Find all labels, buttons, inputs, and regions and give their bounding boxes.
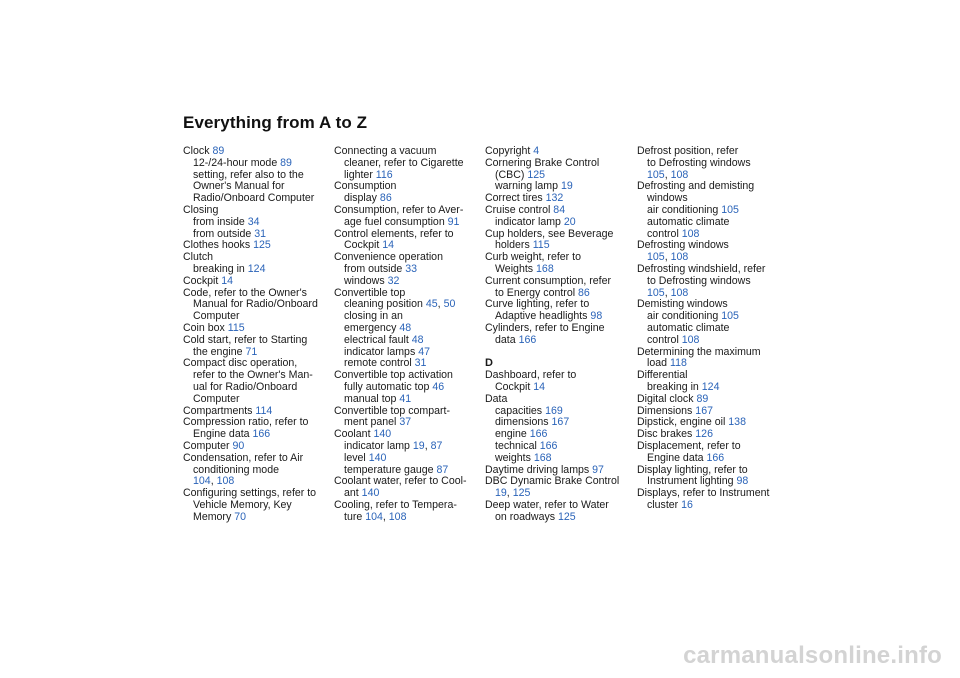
entry-text: automatic climate: [647, 215, 730, 228]
page-reference-link[interactable]: 140: [361, 487, 380, 500]
entry-text: from outside: [344, 262, 406, 275]
page-reference-link[interactable]: 41: [399, 392, 412, 405]
page-reference-link[interactable]: 114: [255, 404, 273, 417]
page-reference-link[interactable]: 105: [647, 286, 665, 299]
entry-text: control: [647, 333, 682, 346]
entry-text: Coolant: [334, 428, 374, 441]
page-reference-link[interactable]: 125: [253, 239, 271, 252]
entry-text: Convertible top compart-: [334, 404, 450, 417]
page-reference-link[interactable]: 104: [365, 510, 383, 523]
page-reference-link[interactable]: 71: [245, 345, 258, 358]
entry-text: Compact disc operation,: [183, 357, 298, 370]
entry-text: Connecting a vacuum: [334, 145, 437, 157]
entry-text: Cockpit: [495, 380, 534, 393]
page-title: Everything from A to Z: [183, 113, 368, 132]
entry-text: Disc brakes: [637, 428, 696, 441]
page-reference-link[interactable]: 105: [721, 310, 739, 323]
entry-text: Manual for Radio/Onboard: [193, 298, 318, 311]
page-reference-link[interactable]: 167: [551, 416, 570, 429]
entry-text: from outside: [193, 227, 255, 240]
entry-text: Consumption, refer to Aver-: [334, 203, 464, 216]
index-subentry: [485, 512, 633, 524]
page-reference-link[interactable]: 124: [701, 380, 720, 393]
entry-text: Displays, refer to Instrument: [637, 487, 770, 500]
entry-text: warning lamp: [495, 180, 561, 193]
page-reference-link[interactable]: 4: [533, 145, 540, 157]
entry-text: Dipstick, engine oil: [637, 416, 729, 429]
entry-text: to Defrosting windows: [647, 274, 751, 287]
entry-text: Owner's Manual for: [193, 180, 285, 193]
page-reference-link[interactable]: 140: [373, 428, 392, 441]
entry-text: Memory: [193, 510, 235, 523]
entry-text: Cockpit: [344, 239, 383, 252]
entry-text: Daytime driving lamps: [485, 463, 593, 476]
entry-text: from inside: [193, 215, 248, 228]
page-reference-link[interactable]: 84: [553, 203, 566, 216]
page-reference-link[interactable]: 108: [388, 510, 407, 523]
entry-text: Instrument lighting: [647, 475, 737, 488]
page-reference-link[interactable]: 166: [529, 428, 548, 441]
entry-text: manual top: [344, 392, 400, 405]
entry-text: data: [495, 333, 519, 346]
page-reference-link[interactable]: 34: [247, 215, 260, 228]
index-subentry: [183, 512, 331, 524]
page-reference-link[interactable]: 105: [647, 168, 665, 181]
page-reference-link[interactable]: 105: [647, 251, 665, 264]
entry-text: air conditioning: [647, 203, 722, 216]
entry-text: Condensation, refer to Air: [183, 451, 304, 464]
entry-text: emergency: [344, 321, 400, 334]
page-reference-link[interactable]: 125: [558, 510, 576, 523]
entry-text: on roadways: [495, 510, 559, 523]
page-reference-link[interactable]: 14: [382, 239, 395, 252]
entry-text: load: [647, 357, 670, 370]
page-reference-link[interactable]: 166: [518, 333, 537, 346]
index-subentry: [485, 347, 633, 359]
entry-text: holders: [495, 239, 533, 252]
entry-text: Cornering Brake Control: [485, 156, 600, 169]
page-reference-link[interactable]: 116: [375, 168, 393, 181]
entry-text: technical: [495, 439, 540, 452]
entry-text: Cold start, refer to Starting: [183, 333, 308, 346]
entry-text: capacities: [495, 404, 546, 417]
page-reference-link[interactable]: 16: [681, 498, 693, 511]
page-reference-link[interactable]: 86: [379, 192, 392, 205]
entry-text: breaking in: [647, 380, 702, 393]
entry-text: Defrosting windshield, refer: [637, 262, 766, 275]
entry-text: Displacement, refer to: [637, 439, 741, 452]
entry-text: remote control: [344, 357, 415, 370]
page-reference-link[interactable]: 124: [247, 262, 266, 275]
entry-text: Code, refer to the Owner's: [183, 286, 307, 299]
entry-text: fully automatic top: [344, 380, 433, 393]
entry-text: Computer: [193, 310, 240, 323]
page-reference-link[interactable]: 20: [563, 215, 576, 228]
entry-text: to Energy control: [495, 286, 579, 299]
entry-text: breaking in: [193, 262, 248, 275]
page-reference-link[interactable]: 166: [539, 439, 558, 452]
page-reference-link[interactable]: 91: [447, 215, 460, 228]
page-reference-link[interactable]: 37: [399, 416, 412, 429]
index-column-2: [334, 146, 482, 524]
entry-text: D: [485, 357, 493, 370]
entry-text: setting, refer also to the: [193, 168, 304, 181]
entry-text: weights: [495, 451, 534, 464]
page-reference-link[interactable]: 87: [436, 463, 449, 476]
entry-text: Consumption: [334, 180, 397, 193]
page-reference-link[interactable]: 108: [681, 333, 700, 346]
entry-text: Current consumption, refer: [485, 274, 612, 287]
page-reference-link[interactable]: 33: [405, 262, 418, 275]
page-reference-link[interactable]: 104: [193, 475, 211, 488]
page-reference-link[interactable]: 19: [495, 487, 507, 500]
entry-text: Dimensions: [637, 404, 696, 417]
index-subentry: 104, 108: [193, 475, 235, 488]
entry-text: Clutch: [183, 251, 214, 264]
index-column-3: [485, 146, 633, 524]
index-subentry: indicator lamp 19, 87: [344, 439, 443, 452]
page-reference-link[interactable]: 50: [443, 298, 456, 311]
entry-text: cleaner, refer to Cigarette: [344, 156, 464, 169]
entry-text: Defrost position, refer: [637, 145, 739, 157]
entry-text: 12-/24-hour mode: [193, 156, 281, 169]
page-reference-link[interactable]: 19: [560, 180, 573, 193]
page-reference-link[interactable]: 166: [252, 428, 271, 441]
page-reference-link[interactable]: 108: [670, 286, 689, 299]
entry-text: conditioning mode: [193, 463, 279, 476]
entry-text: ual for Radio/Onboard: [193, 380, 298, 393]
entry-text: Coolant water, refer to Cool-: [334, 475, 467, 488]
page-reference-link[interactable]: 89: [280, 156, 292, 169]
entry-text: windows: [647, 192, 688, 205]
entry-text: Adaptive headlights: [495, 310, 591, 323]
entry-text: Determining the maximum: [637, 345, 761, 358]
entry-text: cluster: [647, 498, 682, 511]
entry-text: engine: [495, 428, 530, 441]
page-reference-link[interactable]: 132: [545, 192, 564, 205]
entry-text: Convertible top: [334, 286, 406, 299]
index-subentry: ture 104, 108: [344, 510, 407, 523]
entry-text: Data: [485, 392, 508, 405]
entry-text: Clothes hooks: [183, 239, 254, 252]
entry-text: windows: [344, 274, 388, 287]
entry-text: Compartments: [183, 404, 256, 417]
entry-text: Compression ratio, refer to: [183, 416, 309, 429]
page-reference-link[interactable]: 31: [414, 357, 427, 370]
page-reference-link[interactable]: 118: [669, 357, 687, 370]
entry-text: Weights: [495, 262, 537, 275]
entry-text: Convenience operation: [334, 251, 443, 264]
page-reference-link[interactable]: 19: [412, 439, 425, 452]
entry-text: Defrosting and demisting: [637, 180, 755, 193]
entry-text: ture: [344, 510, 366, 523]
page-reference-link[interactable]: 115: [532, 239, 550, 252]
entry-text: Cockpit: [183, 274, 222, 287]
page-reference-link[interactable]: 166: [706, 451, 725, 464]
entry-text: Display lighting, refer to: [637, 463, 748, 476]
entry-text: indicator lamps: [344, 345, 419, 358]
entry-text: Cruise control: [485, 203, 554, 216]
entry-text: Engine data: [193, 428, 253, 441]
page-reference-link[interactable]: 167: [695, 404, 713, 417]
page-reference-link[interactable]: 47: [418, 345, 430, 358]
entry-text: Closing: [183, 203, 219, 216]
page-reference-link[interactable]: 14: [221, 274, 234, 287]
entry-text: age fuel consumption: [344, 215, 448, 228]
entry-text: Digital clock: [637, 392, 697, 405]
page-reference-link[interactable]: 105: [721, 203, 739, 216]
page-reference-link[interactable]: 108: [670, 251, 689, 264]
index-subentry: 105, 108: [647, 251, 689, 264]
entry-text: Control elements, refer to: [334, 227, 454, 240]
entry-text: Cooling, refer to Tempera-: [334, 498, 457, 511]
entry-text: Cup holders, see Beverage: [485, 227, 614, 240]
index-subentry: [637, 500, 785, 512]
entry-text: Coin box: [183, 321, 228, 334]
entry-text: Computer: [193, 392, 240, 405]
page-reference-link[interactable]: 32: [387, 274, 400, 287]
page-reference-link[interactable]: 98: [736, 475, 749, 488]
page-reference-link[interactable]: 125: [527, 168, 546, 181]
page-reference-link[interactable]: 87: [430, 439, 443, 452]
page-reference-link[interactable]: 86: [578, 286, 590, 299]
page-reference-link[interactable]: 115: [227, 321, 245, 334]
index-subentry: cleaning position 45, 50: [344, 298, 456, 311]
index-subentry: 19, 125: [495, 487, 531, 500]
entry-text: cleaning position: [344, 298, 426, 311]
page-reference-link[interactable]: 31: [254, 227, 267, 240]
watermark: carmanualsonline.info: [683, 642, 942, 669]
page-reference-link[interactable]: 89: [212, 145, 225, 157]
page-reference-link[interactable]: 168: [533, 451, 552, 464]
entry-text: Curve lighting, refer to: [485, 298, 590, 311]
entry-text: closing in an: [344, 310, 403, 323]
entry-text: Computer: [183, 439, 233, 452]
index-subentry: 105, 108: [647, 168, 689, 181]
entry-text: (CBC): [495, 168, 528, 181]
entry-text: indicator lamp: [495, 215, 564, 228]
page-reference-link[interactable]: 140: [368, 451, 387, 464]
entry-text: Engine data: [647, 451, 707, 464]
entry-text: DBC Dynamic Brake Control: [485, 475, 620, 488]
entry-text: air conditioning: [647, 310, 722, 323]
entry-text: Curb weight, refer to: [485, 251, 581, 264]
entry-text: level: [344, 451, 369, 464]
page-reference-link[interactable]: 125: [512, 487, 531, 500]
entry-text: Vehicle Memory, Key: [193, 498, 292, 511]
page-reference-link[interactable]: 108: [681, 227, 700, 240]
index-column-1: [183, 146, 331, 524]
entry-text: Convertible top activation: [334, 369, 453, 382]
entry-text: Cylinders, refer to Engine: [485, 321, 605, 334]
entry-text: ant: [344, 487, 362, 500]
page-reference-link[interactable]: 97: [592, 463, 604, 476]
entry-text: the engine: [193, 345, 246, 358]
page-reference-link[interactable]: 138: [728, 416, 746, 429]
entry-text: Radio/Onboard Computer: [193, 192, 315, 205]
entry-text: electrical fault: [344, 333, 412, 346]
entry-text: automatic climate: [647, 321, 730, 334]
index-subentry: [485, 335, 633, 347]
page-reference-link[interactable]: 46: [432, 380, 445, 393]
page-reference-link[interactable]: 126: [695, 428, 713, 441]
entry-text: Demisting windows: [637, 298, 728, 311]
entry-text: refer to the Owner's Man-: [193, 369, 313, 382]
page-reference-link[interactable]: 98: [590, 310, 603, 323]
index-column-4: [637, 146, 785, 512]
entry-text: to Defrosting windows: [647, 156, 751, 169]
entry-text: Deep water, refer to Water: [485, 498, 609, 511]
entry-text: Clock: [183, 145, 213, 157]
page-reference-link[interactable]: 45: [425, 298, 438, 311]
page-reference-link[interactable]: 70: [234, 510, 246, 523]
page-reference-link[interactable]: 89: [696, 392, 709, 405]
page-reference-link[interactable]: 168: [536, 262, 554, 275]
entry-text: Defrosting windows: [637, 239, 729, 252]
page-reference-link[interactable]: 90: [232, 439, 245, 452]
entry-text: indicator lamp: [344, 439, 413, 452]
page-reference-link[interactable]: 108: [670, 168, 689, 181]
page-reference-link[interactable]: 169: [545, 404, 563, 417]
entry-text: ment panel: [344, 416, 400, 429]
entry-text: dimensions: [495, 416, 552, 429]
page-reference-link[interactable]: 14: [533, 380, 546, 393]
page-reference-link[interactable]: 48: [411, 333, 424, 346]
entry-text: Copyright: [485, 145, 534, 157]
page-reference-link[interactable]: 108: [216, 475, 235, 488]
entry-text: control: [647, 227, 682, 240]
entry-text: Differential: [637, 369, 688, 382]
entry-text: lighter: [344, 168, 376, 181]
entry-text: Dashboard, refer to: [485, 369, 577, 382]
entry-text: Configuring settings, refer to: [183, 487, 317, 500]
index-subentry: 105, 108: [647, 286, 689, 299]
entry-text: Correct tires: [485, 192, 546, 205]
entry-text: display: [344, 192, 380, 205]
page-reference-link[interactable]: 48: [399, 321, 412, 334]
entry-text: temperature gauge: [344, 463, 437, 476]
